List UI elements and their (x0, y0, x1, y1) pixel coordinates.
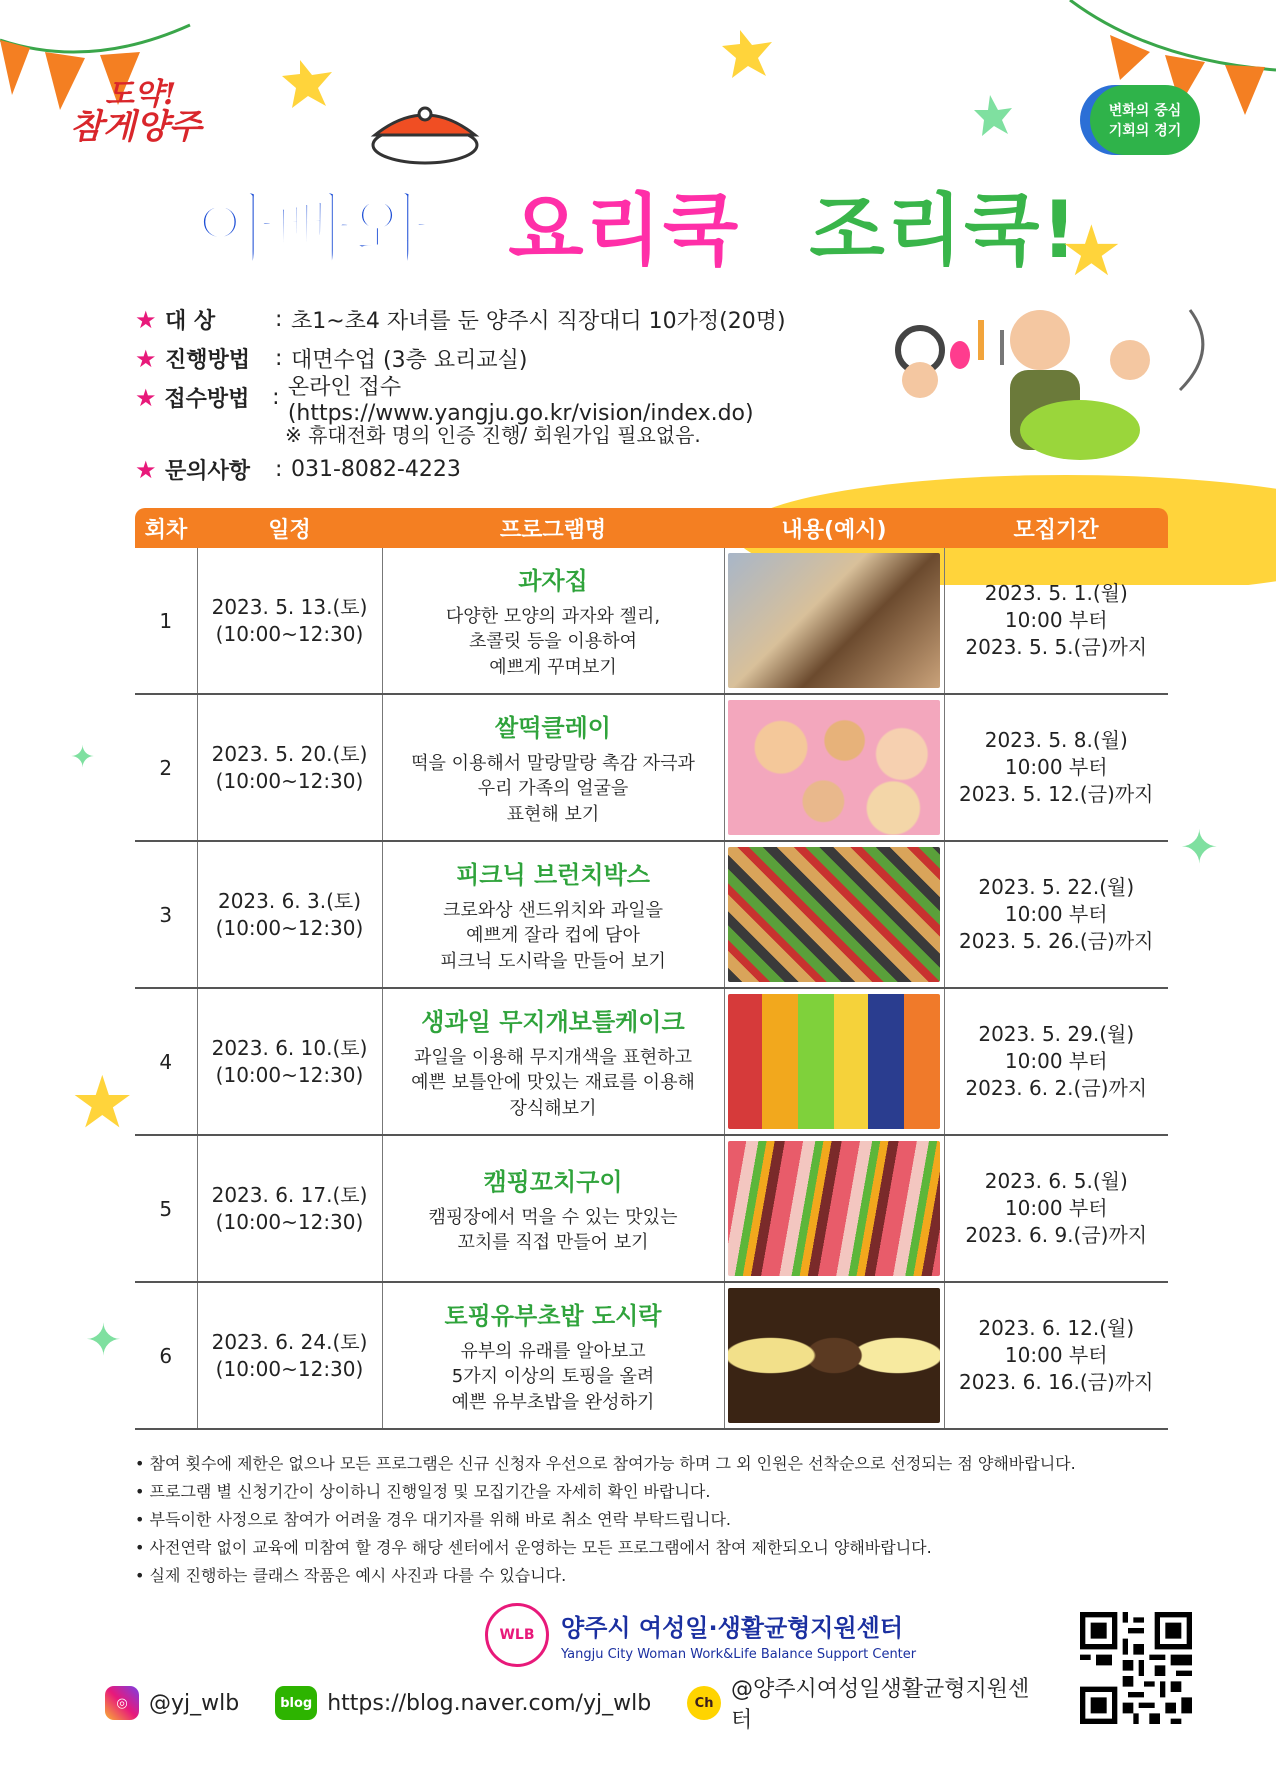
footer (105, 1677, 1085, 1733)
note-item: • 참여 횟수에 제한은 없으나 모든 프로그램은 신규 신청자 우선으로 참여가능 하며 그 외 인원은 선착순으로 선정되는 점 양해바랍니다. (135, 1450, 1175, 1478)
yubu-sushi-photo (728, 1288, 940, 1423)
recruit-end: 2023. 5. 26.(금)까지 (959, 929, 1154, 953)
schedule-time: (10:00~12:30) (215, 1209, 364, 1234)
program-desc-line: 예쁘게 꾸며보기 (489, 656, 617, 678)
rice-clay-faces-photo (728, 700, 940, 835)
qr-code-icon[interactable] (1080, 1612, 1192, 1724)
star-decoration-icon: ★ (1060, 210, 1123, 292)
schedule-cell (197, 841, 382, 988)
program-desc-line: 우리 가족의 얼굴을 (477, 778, 629, 800)
note-item: • 사전연락 없이 교육에 미참여 할 경우 해당 센터에서 운영하는 모든 프로그램에서 참여 제한되오니 양해바랍니다. (135, 1534, 1175, 1562)
program-name: 생과일 무지개보틀케이크 (421, 1008, 685, 1037)
note-item: • 프로그램 별 신청기간이 상이하니 진행일정 및 모집기간을 자세히 확인 바랍니다. (135, 1478, 1175, 1506)
program-cell (382, 841, 724, 988)
info-label: 진행방법 (165, 348, 251, 373)
schedule-time: (10:00~12:30) (215, 621, 364, 646)
info-section (135, 300, 855, 489)
program-desc-line: 캠핑장에서 먹을 수 있는 맛있는 (428, 1206, 678, 1228)
recruit-time: 10:00 부터 (1004, 1196, 1108, 1220)
program-cell (382, 694, 724, 841)
program-desc-line: 장식해보기 (509, 1097, 597, 1119)
program-desc-line: 다양한 모양의 과자와 젤리, (445, 606, 661, 628)
instagram-link[interactable] (105, 1686, 239, 1720)
program-name: 토핑유부초밥 도시락 (444, 1302, 662, 1331)
recruit-time: 10:00 부터 (1004, 902, 1108, 926)
recruit-end: 2023. 5. 12.(금)까지 (959, 782, 1154, 806)
schedule-cell (197, 548, 382, 694)
schedule-time: (10:00~12:30) (215, 1062, 364, 1087)
schedule-date: 2023. 6. 3.(토) (217, 888, 362, 913)
instagram-handle: @yj_wlb (149, 1690, 240, 1716)
title-part2: 요리쿡 (508, 186, 741, 276)
sparkle-decoration-icon: ✦ (70, 740, 96, 775)
schedule-date: 2023. 6. 10.(토) (211, 1035, 368, 1060)
recruit-start: 2023. 5. 29.(월) (978, 1022, 1135, 1046)
brand-logo (70, 77, 220, 147)
star-icon: ★ (135, 305, 157, 334)
program-desc-line: 꼬치를 직접 만들어 보기 (457, 1232, 649, 1253)
program-desc-line: 예쁘게 잘라 컵에 담아 (466, 925, 640, 947)
table-header-row (135, 508, 1168, 548)
recruit-start: 2023. 6. 5.(월) (984, 1169, 1128, 1193)
program-cell (382, 548, 724, 694)
recruit-cell (944, 1282, 1168, 1429)
schedule-table (135, 508, 1168, 1430)
kakao-channel-icon: Ch (687, 1686, 721, 1720)
table-row (135, 548, 1168, 694)
program-name: 쌀떡클레이 (495, 714, 611, 743)
program-desc-line: 예쁜 보틀안에 맛있는 재료를 이용해 (411, 1072, 695, 1094)
info-separator: : (272, 385, 280, 410)
brunch-box-photo (728, 847, 940, 982)
recruit-end: 2023. 6. 16.(금)까지 (959, 1370, 1154, 1394)
blog-url: https://blog.naver.com/yj_wlb (327, 1690, 652, 1716)
schedule-date: 2023. 5. 20.(토) (211, 741, 368, 766)
example-cell (724, 1135, 944, 1282)
note-item: • 실제 진행하는 클래스 작품은 예시 사진과 다를 수 있습니다. (135, 1562, 1175, 1590)
program-name: 캠핑꼬치구이 (483, 1167, 623, 1196)
note-item: • 부득이한 사정으로 참여가 어려울 경우 대기자를 위해 바로 취소 연락 부탁드립니다. (135, 1506, 1175, 1534)
schedule-date: 2023. 6. 17.(토) (211, 1182, 368, 1207)
round-number: 1 (135, 548, 197, 694)
program-desc-line: 초콜릿 등을 이용하여 (469, 631, 637, 653)
header-date: 일정 (197, 508, 382, 548)
program-cell (382, 1135, 724, 1282)
brand-line1: 도약! (105, 77, 177, 112)
example-cell (724, 988, 944, 1135)
info-separator: : (275, 307, 283, 332)
table-row (135, 988, 1168, 1135)
wlb-logo-icon (485, 1603, 549, 1667)
info-value-link[interactable]: 온라인 접수(https://www.yangju.go.kr/vision/index.do) (287, 374, 754, 426)
center-name: 양주시 여성일·생활균형지원센터 (561, 1614, 904, 1642)
pot-icon (355, 100, 495, 170)
instagram-icon: ◎ (105, 1686, 139, 1720)
info-row-target (135, 300, 855, 339)
recruit-time: 10:00 부터 (1004, 1343, 1108, 1367)
table-row (135, 841, 1168, 988)
slogan-line1: 변화의 중심 (1108, 103, 1182, 119)
recruit-end: 2023. 6. 2.(금)까지 (965, 1076, 1148, 1100)
recruit-cell (944, 548, 1168, 694)
schedule-date: 2023. 6. 24.(토) (211, 1329, 368, 1354)
program-desc-line: 과일을 이용해 무지개색을 표현하고 (414, 1047, 692, 1069)
program-desc (383, 1205, 724, 1255)
program-cell (382, 1282, 724, 1429)
blog-icon: blog (275, 1686, 317, 1720)
example-cell (724, 841, 944, 988)
info-value: 대면수업 (3층 요리교실) (291, 348, 528, 373)
info-label: 문의사항 (165, 459, 251, 484)
header-recruit: 모집기간 (944, 508, 1168, 548)
title-part3: 조리쿡! (809, 186, 1080, 276)
recruit-cell (944, 841, 1168, 988)
example-cell (724, 1282, 944, 1429)
rainbow-fruit-cake-photo (728, 994, 940, 1129)
round-number: 2 (135, 694, 197, 841)
recruit-start: 2023. 5. 1.(월) (984, 581, 1128, 605)
info-label: 접수방법 (164, 387, 250, 412)
program-name: 과자집 (518, 567, 588, 596)
sparkle-decoration-icon: ✦ (1180, 820, 1219, 874)
sparkle-decoration-icon: ✦ (85, 1315, 122, 1366)
schedule-time: (10:00~12:30) (215, 915, 364, 940)
center-english-name: Yangju City Woman Work&Life Balance Support Center (561, 1647, 917, 1662)
program-desc (383, 604, 724, 680)
program-desc-line: 크로와상 샌드위치와 과일을 (442, 900, 664, 922)
program-desc (383, 1339, 724, 1415)
program-cell (382, 988, 724, 1135)
star-icon: ★ (135, 383, 157, 412)
star-decoration-icon: ★ (70, 1060, 135, 1144)
example-cell (724, 548, 944, 694)
info-label: 대 상 (165, 309, 216, 334)
table-row (135, 694, 1168, 841)
round-number: 6 (135, 1282, 197, 1429)
header-example: 내용(예시) (724, 508, 944, 548)
schedule-cell (197, 988, 382, 1135)
recruit-cell (944, 1135, 1168, 1282)
table-row (135, 1282, 1168, 1429)
kakao-channel-link[interactable] (687, 1672, 1049, 1734)
schedule-cell (197, 1282, 382, 1429)
program-desc (383, 751, 724, 827)
camping-skewer-photo (728, 1141, 940, 1276)
program-desc-line: 예쁜 유부초밥을 완성하기 (451, 1391, 655, 1413)
recruit-time: 10:00 부터 (1004, 755, 1108, 779)
program-desc (383, 1045, 724, 1121)
table-row (135, 1135, 1168, 1282)
recruit-end: 2023. 5. 5.(금)까지 (965, 635, 1148, 659)
info-value-phone[interactable]: 031-8082-4223 (291, 457, 461, 482)
info-value: 초1~초4 자녀를 둔 양주시 직장대디 10가정(20명) (291, 309, 786, 334)
round-number: 5 (135, 1135, 197, 1282)
round-number: 4 (135, 988, 197, 1135)
header-program: 프로그램명 (382, 508, 724, 548)
star-icon: ★ (135, 455, 157, 484)
info-note: ※ 휴대전화 명의 인증 진행/ 회원가입 필요없음. (285, 423, 701, 447)
wlb-logo-text: WLB (499, 1627, 535, 1643)
program-desc-line: 떡을 이용해서 말랑말랑 촉감 자극과 (411, 753, 695, 775)
info-row-apply (135, 374, 855, 426)
header-round: 회차 (135, 508, 197, 548)
slogan-line2: 기회의 경기 (1108, 123, 1182, 139)
program-desc-line: 유부의 유래를 알아보고 (460, 1341, 646, 1363)
schedule-time: (10:00~12:30) (215, 768, 364, 793)
schedule-time: (10:00~12:30) (215, 1356, 364, 1381)
recruit-start: 2023. 5. 22.(월) (978, 875, 1135, 899)
schedule-date: 2023. 5. 13.(토) (211, 594, 368, 619)
slogan-badge (1090, 85, 1200, 155)
example-cell (724, 694, 944, 841)
program-desc-line: 5가지 이상의 토핑을 올려 (451, 1366, 655, 1388)
brand-line2: 참게양주 (70, 107, 202, 147)
info-separator: : (275, 346, 283, 371)
program-desc-line: 피크닉 도시락을 만들어 보기 (440, 950, 666, 972)
schedule-cell (197, 694, 382, 841)
title-part1: 아빠와 (196, 186, 430, 276)
cookie-house-photo (728, 553, 940, 688)
info-row-contact (135, 450, 855, 489)
recruit-time: 10:00 부터 (1004, 608, 1108, 632)
star-icon: ★ (135, 344, 157, 373)
kakao-channel-name: @양주시여성일생활균형지원센터 (731, 1677, 1030, 1733)
recruit-cell (944, 694, 1168, 841)
program-desc-line: 표현해 보기 (506, 803, 600, 825)
schedule-cell (197, 1135, 382, 1282)
info-separator: : (275, 457, 283, 482)
recruit-end: 2023. 6. 9.(금)까지 (965, 1223, 1148, 1247)
program-name: 피크닉 브런치박스 (456, 861, 650, 890)
center-logo (485, 1600, 945, 1670)
recruit-time: 10:00 부터 (1004, 1049, 1108, 1073)
program-desc (383, 898, 724, 974)
blog-link[interactable] (275, 1686, 651, 1720)
recruit-cell (944, 988, 1168, 1135)
notes-list (135, 1450, 1175, 1590)
recruit-start: 2023. 6. 12.(월) (978, 1316, 1135, 1340)
recruit-start: 2023. 5. 8.(월) (984, 728, 1128, 752)
round-number: 3 (135, 841, 197, 988)
